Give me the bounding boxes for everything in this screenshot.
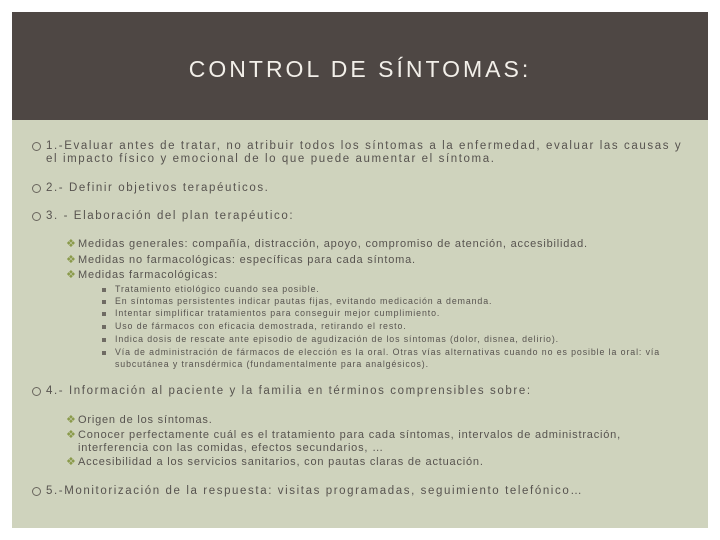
diamond-bullet-icon: ❖: [66, 456, 77, 468]
sub-item-4a: [66, 414, 688, 427]
list-item-5: [46, 485, 686, 498]
square-bullet-icon: [102, 351, 106, 355]
sub-item-3c: [66, 269, 688, 282]
sub-sub-item-2: [115, 296, 695, 308]
sub-sub-item-3: [115, 308, 695, 320]
square-bullet-icon: [102, 338, 106, 342]
circle-bullet-icon: [32, 487, 41, 496]
list-item-2: [46, 182, 686, 195]
diamond-bullet-icon: ❖: [66, 238, 77, 250]
item-text: 2.- Definir objetivos terapéuticos.: [46, 182, 270, 194]
sub-item-text: Medidas generales: compañía, distracción, apoyo, compromiso de atención, accesibilidad.: [78, 238, 588, 250]
sub-sub-item-5: [115, 334, 695, 346]
square-bullet-icon: [102, 325, 106, 329]
list-item-3: [46, 210, 686, 223]
circle-bullet-icon: [32, 212, 41, 221]
sub-item-text: Conocer perfectamente cuál es el tratamiento para cada síntomas, intervalos de administración, interferencia con las comidas, efectos secundarios, …: [78, 429, 621, 454]
square-bullet-icon: [102, 312, 106, 316]
circle-bullet-icon: [32, 184, 41, 193]
sub-sub-item-6: [115, 347, 695, 370]
square-bullet-icon: [102, 288, 106, 292]
sub-item-3a: [66, 238, 688, 251]
sub-item-3b: [66, 254, 688, 267]
sub-sub-item-1: [115, 284, 695, 296]
sub-item-text: Medidas farmacológicas:: [78, 269, 219, 281]
list-item-1: [46, 140, 686, 166]
item-text: 5.-Monitorización de la respuesta: visitas programadas, seguimiento telefónico…: [46, 485, 584, 497]
diamond-bullet-icon: ❖: [66, 254, 77, 266]
item-text: 4.- Información al paciente y la familia en términos comprensibles sobre:: [46, 385, 532, 397]
sub-sub-item-text: Indica dosis de rescate ante episodio de agudización de los síntomas (dolor, disnea, delirio).: [115, 334, 560, 344]
sub-sub-item-text: En síntomas persistentes indicar pautas fijas, evitando medicación a demanda.: [115, 296, 493, 306]
item-text: 3. - Elaboración del plan terapéutico:: [46, 210, 295, 222]
sub-item-4b: [66, 429, 688, 454]
slide: [12, 12, 708, 528]
sub-sub-item-text: Intentar simplificar tratamientos para conseguir mejor cumplimiento.: [115, 308, 441, 318]
sub-item-4c: [66, 456, 688, 469]
sub-sub-item-text: Vía de administración de fármacos de elección es la oral. Otras vías alternativas cuando no es posible la oral: vía subcutánea y transdérmica (fundamentalmente para analgésicos).: [115, 347, 661, 369]
diamond-bullet-icon: ❖: [66, 414, 77, 426]
sub-sub-item-4: [115, 321, 695, 333]
list-item-4: [46, 385, 686, 398]
item-text: 1.-Evaluar antes de tratar, no atribuir todos los síntomas a la enfermedad, evaluar las causas y el impacto físico y emocional de lo que puede aumentar el síntoma.: [46, 140, 683, 165]
slide-title: CONTROL DE SÍNTOMAS:: [188, 56, 532, 82]
sub-item-text: Origen de los síntomas.: [78, 414, 213, 426]
sub-sub-item-text: Uso de fármacos con eficacia demostrada, retirando el resto.: [115, 321, 407, 331]
sub-sub-item-text: Tratamiento etiológico cuando sea posible.: [115, 284, 320, 294]
circle-bullet-icon: [32, 387, 41, 396]
sub-item-text: Medidas no farmacológicas: específicas para cada síntoma.: [78, 254, 416, 266]
diamond-bullet-icon: ❖: [66, 429, 77, 441]
diamond-bullet-icon: ❖: [66, 269, 77, 281]
sub-item-text: Accesibilidad a los servicios sanitarios, con pautas claras de actuación.: [78, 456, 484, 468]
square-bullet-icon: [102, 300, 106, 304]
circle-bullet-icon: [32, 142, 41, 151]
title-bar: [12, 12, 708, 120]
